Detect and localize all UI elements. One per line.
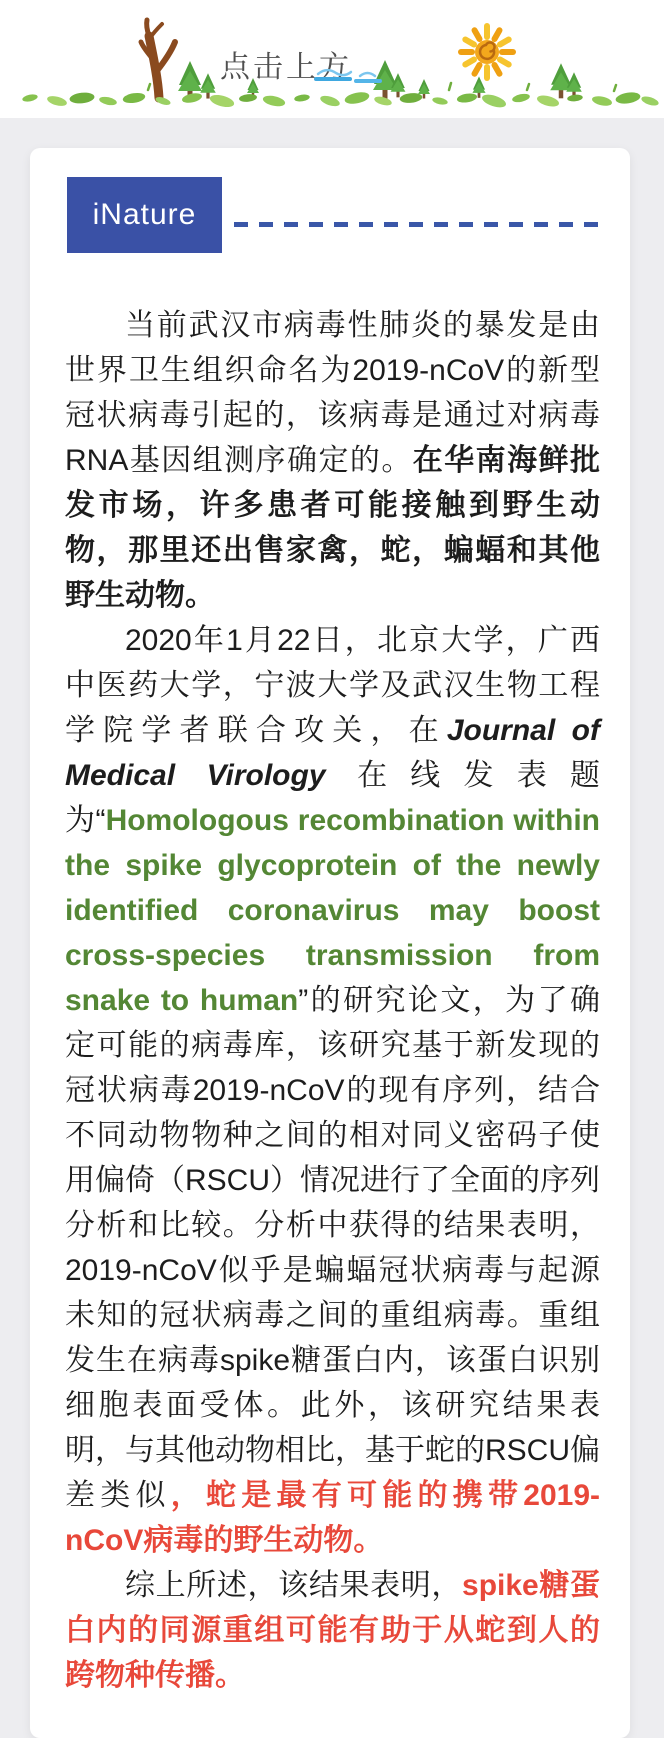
leaf-icon (511, 92, 530, 103)
sun-icon (461, 26, 513, 78)
pine-tree-icon (391, 73, 406, 97)
banner-tagline: 点击上方 (220, 51, 352, 84)
badge-row (65, 177, 600, 253)
leaf-icon (432, 96, 449, 106)
leaf-icon (209, 93, 236, 110)
text-segment: spike糖蛋白内的同源重组可能有助于从蛇到人的跨物种传播。 (65, 1569, 601, 1692)
text-segment: 2020年1月22日，北京大学，广西中医药大学，宁波大学及武汉生物工程学院学者联合攻关，在 (65, 624, 600, 747)
leaf-row-icon (22, 90, 660, 110)
leaf-icon (98, 95, 117, 106)
leaf-icon (344, 90, 371, 106)
leaf-icon (69, 91, 95, 104)
leaf-icon (480, 92, 507, 110)
badge-label: iNature (92, 198, 197, 231)
pine-tree-icon (200, 73, 216, 98)
text-segment: Journal of Medical Virology (65, 714, 600, 792)
leaf-icon (536, 93, 560, 108)
text-segment: Homologous recombination within the spike glycoprotein of the newly identified coronavirus may boost cross-species transmission from snake to human (65, 804, 600, 1017)
leaf-icon (591, 95, 613, 108)
text-segment: 在华南海鲜批发市场，许多患者可能接触到野生动物，那里还出售家禽，蛇，蝙蝠和其他野生动物。 (65, 444, 600, 612)
bare-tree-icon (141, 20, 175, 98)
dashed-divider (234, 222, 600, 227)
leaf-icon (46, 94, 68, 108)
paragraph-1 (65, 303, 600, 618)
paragraph-2 (65, 618, 600, 1563)
leaf-icon (262, 94, 286, 108)
leaf-icon (319, 94, 341, 108)
header-banner (0, 0, 664, 118)
pine-tree-icon (550, 63, 572, 98)
leaf-icon (640, 95, 659, 108)
inature-badge (67, 177, 222, 253)
text-segment: 当前武汉市病毒性肺炎的暴发是由世界卫生组织命名为2019-nCoV的新型冠状病毒引起的，该病毒是通过对病毒RNA基因组测序确定的。 (65, 309, 600, 477)
pine-tree-icon (566, 72, 582, 97)
leaf-icon (122, 92, 146, 105)
article-body (65, 303, 600, 1698)
leaf-icon (456, 92, 477, 104)
leaf-icon (615, 91, 641, 105)
text-segment: ，蛇是最有可能的携带2019-nCoV病毒的野生动物。 (65, 1479, 601, 1557)
article-card (30, 148, 630, 1738)
paragraph-3 (65, 1563, 600, 1698)
text-segment: 综上所述，该结果表明， (125, 1569, 463, 1602)
leaf-icon (22, 93, 39, 103)
leaf-icon (567, 94, 583, 102)
text-segment: 在线发表题为“ (65, 759, 600, 837)
leaf-icon (239, 93, 258, 102)
leaf-icon (294, 94, 310, 103)
text-segment: ”的研究论文，为了确定可能的病毒库，该研究基于新发现的冠状病毒2019-nCoV的现有序列，结合不同动物物种之间的相对同义密码子使用偏倚（RSCU）情况进行了全面的序列分析和比较。分析中获得的结果表明，2019-nCoV似乎是蝙蝠冠状病毒与起源未知的冠状病毒之间的重组病毒。重组发生在病毒spike糖蛋白内，该蛋白识别细胞表面受体。此外，该研究结果表明，与其他动物相比，基于蛇的RSCU偏差类似 (65, 984, 601, 1512)
